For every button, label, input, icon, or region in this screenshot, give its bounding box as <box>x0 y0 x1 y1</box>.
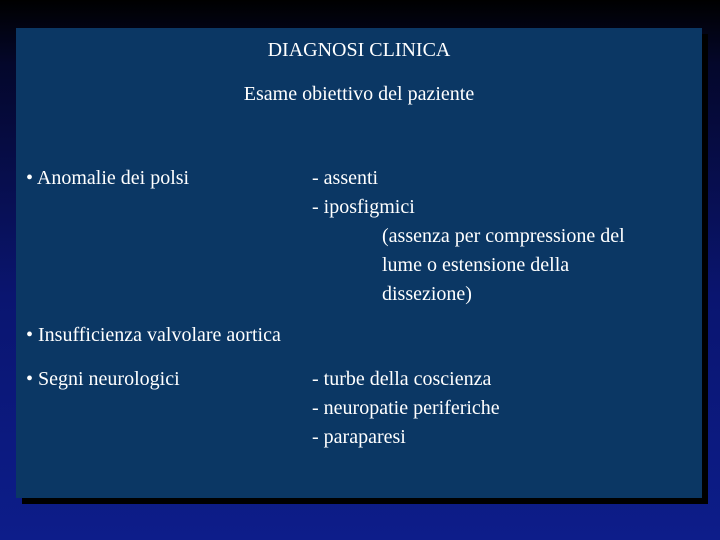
detail-neuropathies: - neuropatie periferiche <box>312 397 500 419</box>
detail-consciousness: - turbe della coscienza <box>312 368 492 390</box>
bullet-neurological-signs: • Segni neurologici <box>26 368 180 390</box>
bullet-aortic-insufficiency: • Insufficienza valvolare aortica <box>26 324 281 346</box>
detail-iposfigmici: - iposfigmici <box>312 196 415 218</box>
bullet-pulse-anomalies: • Anomalie dei polsi <box>26 167 190 189</box>
detail-note-line-1: (assenza per compressione del <box>382 225 625 247</box>
detail-absent: - assenti <box>312 167 379 189</box>
detail-note-line-2: lume o estensione della <box>382 254 570 276</box>
slide-subtitle: Esame obiettivo del paziente <box>243 83 475 105</box>
detail-note-line-3: dissezione) <box>382 283 472 305</box>
slide-title: DIAGNOSI CLINICA <box>267 39 451 61</box>
detail-paraparesis: - paraparesi <box>312 426 406 448</box>
slide-panel <box>16 28 702 498</box>
